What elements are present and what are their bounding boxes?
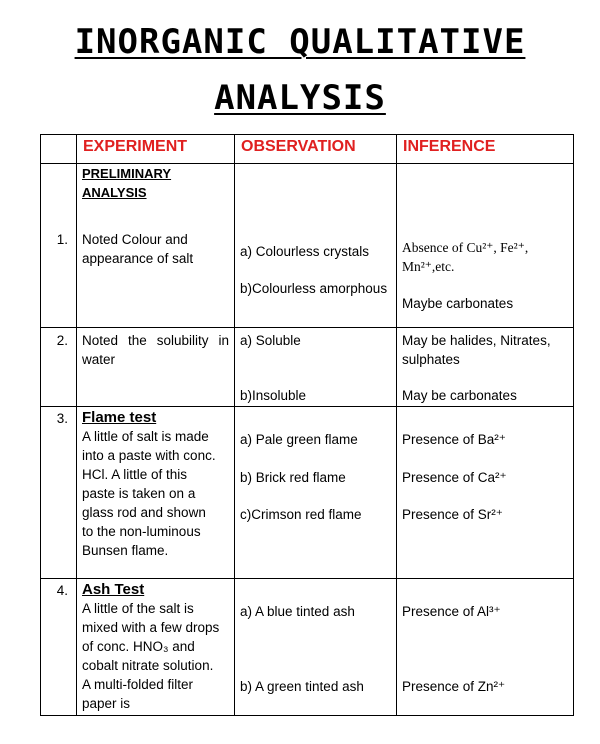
experiment-cell <box>77 407 235 579</box>
observation-text: a) Soluble <box>240 333 301 348</box>
observation-text: b) A green tinted ash <box>240 679 364 694</box>
experiment-cell <box>77 579 235 716</box>
observation-cell <box>235 407 397 579</box>
header-row <box>41 135 574 164</box>
inference-cell <box>397 328 574 407</box>
inference-text: Presence of Ba²⁺ <box>402 432 506 447</box>
inference-text: Presence of Al³⁺ <box>402 604 501 619</box>
row-number: 2. <box>56 333 68 348</box>
experiment-text: A little of the salt is mixed with a few drops of conc. HNO₃ and cobalt nitrate solution. A multi-folded filter paper is <box>82 601 220 711</box>
section-heading: PRELIMINARY ANALYSIS <box>82 166 172 200</box>
experiment-text: Noted the solubility in water <box>82 333 229 367</box>
row-number-cell <box>41 579 77 716</box>
row-number: 4. <box>56 583 68 598</box>
table-row <box>41 164 574 328</box>
section-heading: Flame test <box>82 409 157 426</box>
inference-text: Presence of Sr²⁺ <box>402 507 503 522</box>
inference-text: Presence of Zn²⁺ <box>402 679 506 694</box>
table-row <box>41 579 574 716</box>
header-inference: INFERENCE <box>397 135 574 164</box>
experiment-text: Noted Colour and appearance of salt <box>82 232 194 266</box>
header-observation: OBSERVATION <box>235 135 397 164</box>
table-row <box>41 407 574 579</box>
inference-cell <box>397 407 574 579</box>
observation-text: b)Insoluble <box>240 388 307 403</box>
row-number-cell <box>41 164 77 328</box>
row-number: 1. <box>56 232 68 247</box>
observation-text: a) Colourless crystals <box>240 244 370 259</box>
title-line-2: ANALYSIS <box>214 78 386 118</box>
analysis-table <box>40 134 574 716</box>
inference-text: Absence of Cu²⁺, Fe²⁺, Mn²⁺,etc. <box>402 240 529 274</box>
inference-text: May be halides, Nitrates, sulphates <box>402 333 551 367</box>
inference-cell <box>397 579 574 716</box>
inference-text: Presence of Ca²⁺ <box>402 470 507 485</box>
inference-text: Maybe carbonates <box>402 296 514 311</box>
experiment-cell <box>77 164 235 328</box>
section-heading: Ash Test <box>82 581 145 598</box>
row-number: 3. <box>56 411 68 426</box>
observation-cell <box>235 164 397 328</box>
experiment-cell <box>77 328 235 407</box>
observation-text: b) Brick red flame <box>240 470 346 485</box>
header-number <box>41 135 77 164</box>
observation-text: c)Crimson red flame <box>240 507 362 522</box>
inference-cell <box>397 164 574 328</box>
table-row <box>41 328 574 407</box>
observation-cell <box>235 328 397 407</box>
header-experiment: EXPERIMENT <box>77 135 235 164</box>
observation-text: b)Colourless amorphous <box>240 281 388 296</box>
row-number-cell <box>41 407 77 579</box>
inference-text: May be carbonates <box>402 388 517 403</box>
observation-text: a) Pale green flame <box>240 432 358 447</box>
title-line-1: INORGANIC QUALITATIVE <box>74 22 526 62</box>
row-number-cell <box>41 328 77 407</box>
experiment-text: A little of salt is made into a paste with conc. HCl. A little of this paste is taken on a glass rod and shown to the non-luminous Bunsen flame. <box>82 429 216 558</box>
observation-text: a) A blue tinted ash <box>240 604 355 619</box>
observation-cell <box>235 579 397 716</box>
